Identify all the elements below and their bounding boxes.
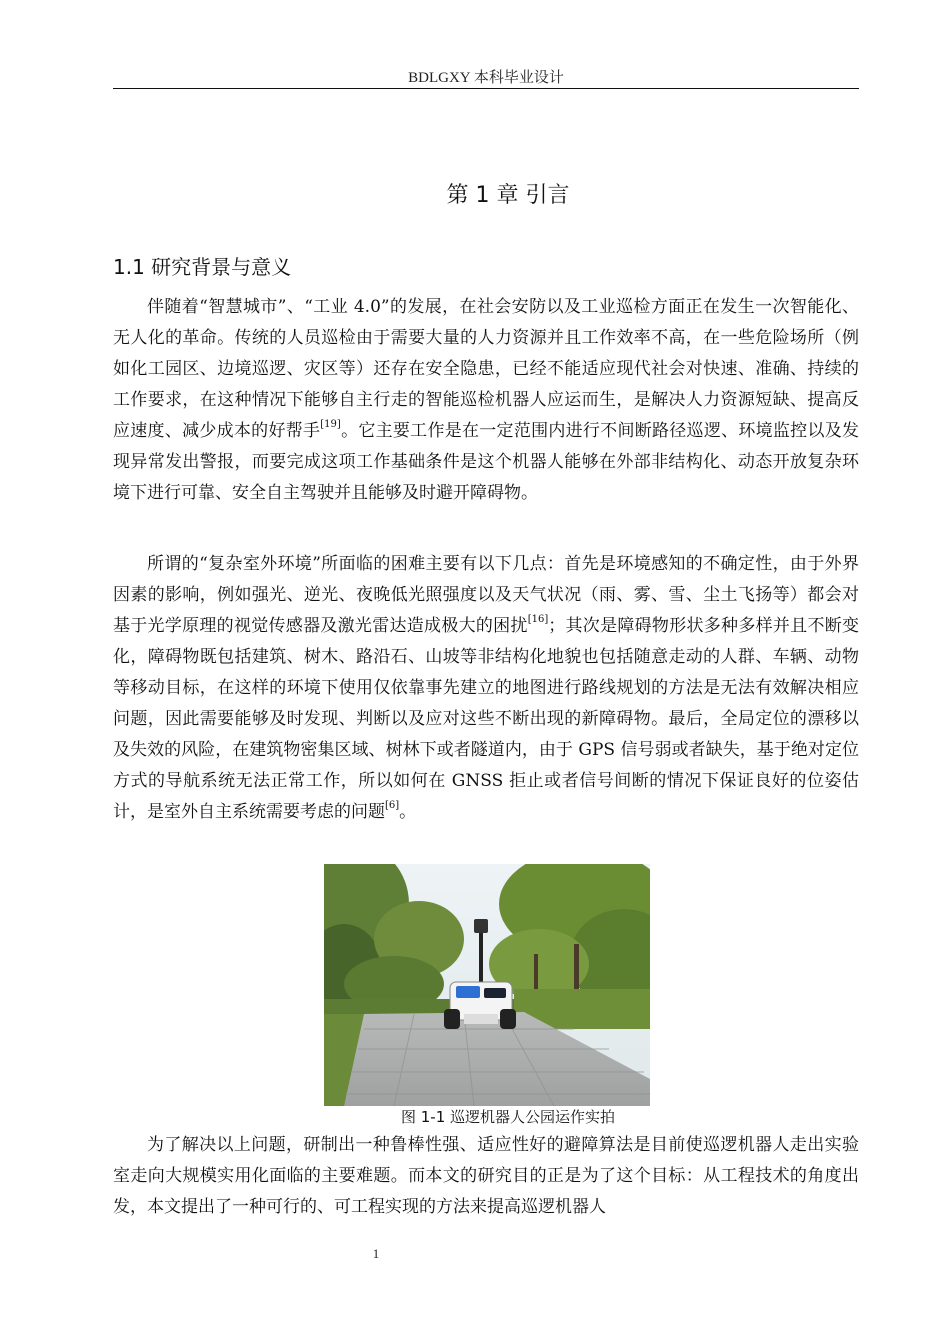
paragraph-2-text-b: ；其次是障碍物形状多种多样并且不断变化，障碍物既包括建筑、树木、路沿石、山坡等非结构化地貌也包括随意走动的人群、车辆、动物等移动目标，在这样的环境下使用仅依靠事先建立的地图进行路线规划的方法是无法有效解决相应问题，因此需要能够及时发现、判断以及应对这些不断出现的新障碍物。最后，全局定位的漂移以及失效的风险，在建筑物密集区域、树林下或者隧道内，由于 GPS 信号弱或者缺失，基于绝对定位方式的导航系统无法正常工作，所以如何在 GNSS 拒止或者信号间断的情况下保证良好的位姿估计，是室外自主系统需要考虑的问题 [113,616,860,822]
section-title: 1.1 研究背景与意义 [113,255,292,279]
robot-park-photo [324,864,650,1106]
paragraph-1-text-a: 伴随着“智慧城市”、“工业 4.0”的发展，在社会安防以及工业巡检方面正在发生一次智能化、无人化的革命。传统的人员巡检由于需要大量的人力资源并且工作效率不高，在一些危险场所（例如化工园区、边境巡逻、灾区等）还存在安全隐患，已经不能适应现代社会对快速、准确、持续的工作要求，在这种情况下能够自主行走的智能巡检机器人应运而生，是解决人力资源短缺、提高反应速度、减少成本的好帮手 [113,297,859,441]
paragraph-2-text-a: 所谓的“复杂室外环境”所面临的困难主要有以下几点：首先是环境感知的不确定性，由于外界因素的影响，例如强光、逆光、夜晚低光照强度以及天气状况（雨、雾、雪、尘土飞扬等）都会对基于光学原理的视觉传感器及激光雷达造成极大的困扰 [113,554,859,636]
paragraph-3 [113,1130,859,1223]
paragraph-1 [113,292,859,509]
citation-16: [16] [527,614,549,626]
citation-6: [6] [385,800,400,812]
running-header: BDLGXY 本科毕业设计 [408,70,564,86]
paragraph-3-text: 为了解决以上问题，研制出一种鲁棒性强、适应性好的避障算法是目前使巡逻机器人走出实验室走向大规模实用化面临的主要难题。而本文的研究目的正是为了这个目标：从工程技术的角度出发，本文提出了一种可行的、可工程实现的方法来提高巡逻机器人 [113,1135,859,1217]
figure-caption: 图 1-1 巡逻机器人公园运作实拍 [400,1108,616,1126]
paragraph-1-text-b: 。它主要工作是在一定范围内进行不间断路径巡逻、环境监控以及发现异常发出警报，而要完成这项工作基础条件是这个机器人能够在外部非结构化、动态开放复杂环境下进行可靠、安全自主驾驶并且能够及时避开障碍物。 [113,421,860,503]
chapter-title: 第 1 章 引言 [446,183,570,208]
page-number: 1 [372,1246,380,1261]
paragraph-2 [113,549,859,828]
photo-illustration [324,864,650,1106]
paragraph-2-text-c: 。 [399,802,417,822]
citation-19: [19] [320,419,341,431]
header-rule [113,88,859,89]
